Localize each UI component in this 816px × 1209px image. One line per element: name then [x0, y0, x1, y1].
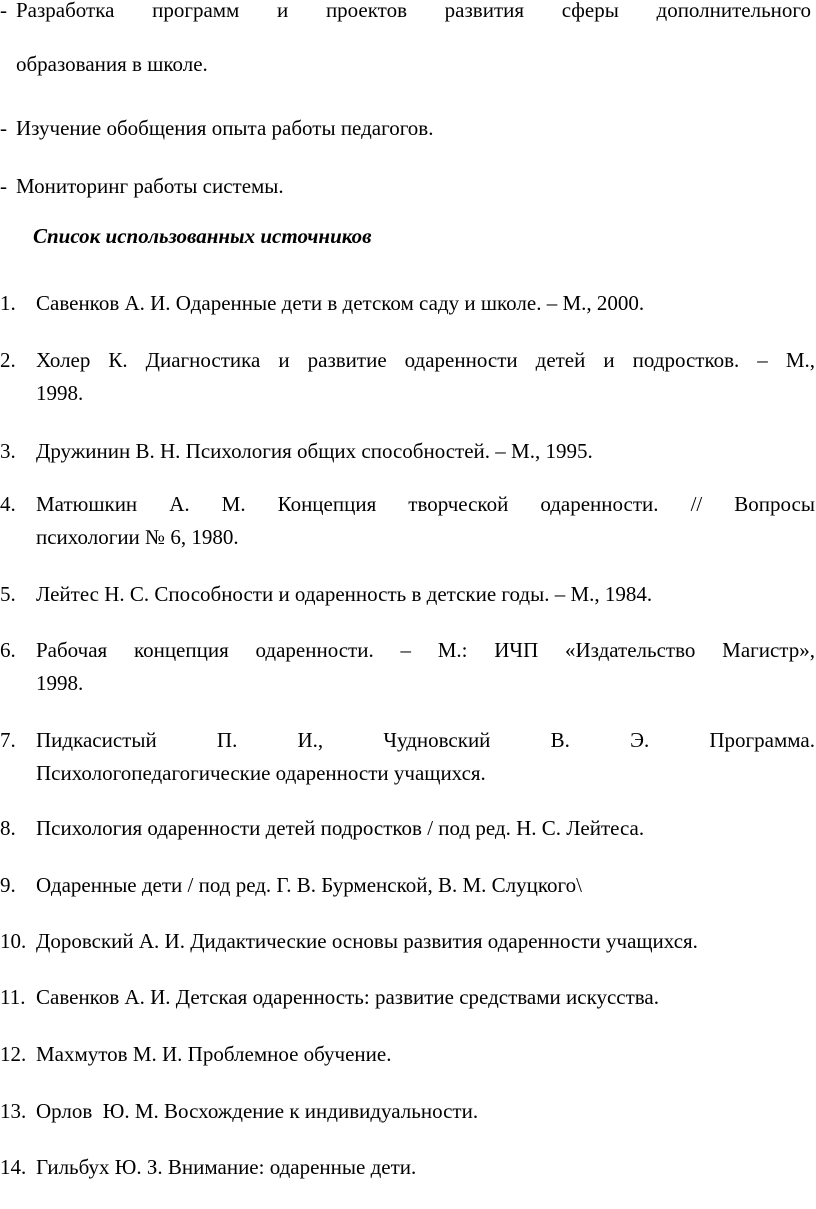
reference-number: 13.: [0, 1099, 27, 1123]
bullet-dash: -: [0, 0, 7, 22]
reference-number: 1.: [0, 291, 16, 315]
reference-line: Матюшкин А. М. Концепция творческой одаренности. // Вопросы: [36, 492, 815, 516]
bullet-line: Мониторинг работы системы.: [16, 174, 284, 198]
reference-number: 2.: [0, 348, 16, 372]
reference-number: 4.: [0, 492, 16, 516]
reference-line: психологии № 6, 1980.: [36, 525, 239, 549]
reference-number: 12.: [0, 1042, 27, 1066]
reference-line: Махмутов М. И. Проблемное обучение.: [36, 1042, 392, 1066]
reference-line: 1998.: [36, 671, 84, 695]
reference-number: 7.: [0, 728, 16, 752]
reference-number: 10.: [0, 929, 27, 953]
reference-number: 11.: [0, 985, 26, 1009]
bullet-line: образования в школе.: [16, 52, 208, 76]
reference-line: Психология одаренности детей подростков / под ред. Н. С. Лейтеса.: [36, 816, 645, 840]
reference-number: 6.: [0, 638, 16, 662]
reference-number: 9.: [0, 873, 16, 897]
reference-line: Холер К. Диагностика и развитие одаренности детей и подростков. – М.,: [36, 348, 815, 372]
reference-line: Савенков А. И. Одаренные дети в детском саду и школе. – М., 2000.: [36, 291, 645, 315]
bullet-dash: -: [0, 116, 7, 140]
reference-line: Орлов Ю. М. Восхождение к индивидуальности.: [36, 1099, 479, 1123]
reference-line: Дружинин В. Н. Психология общих способностей. – М., 1995.: [36, 439, 593, 463]
reference-line: Лейтес Н. С. Способности и одаренность в детские годы. – М., 1984.: [36, 582, 653, 606]
reference-line: Пидкасистый П. И., Чудновский В. Э. Программа.: [36, 728, 815, 752]
reference-line: Савенков А. И. Детская одаренность: развитие средствами искусства.: [36, 985, 659, 1009]
reference-number: 3.: [0, 439, 16, 463]
reference-number: 8.: [0, 816, 16, 840]
section-heading: Список использованных источников: [33, 224, 372, 248]
bullet-dash: -: [0, 174, 7, 198]
bullet-line: Изучение обобщения опыта работы педагогов.: [16, 116, 434, 140]
reference-number: 14.: [0, 1155, 27, 1179]
reference-line: Рабочая концепция одаренности. – М.: ИЧП «Издательство Магистр»,: [36, 638, 815, 662]
reference-line: Одаренные дети / под ред. Г. В. Бурменской, В. М. Слуцкого\: [36, 873, 582, 897]
reference-line: Доровский А. И. Дидактические основы развития одаренности учащихся.: [36, 929, 698, 953]
reference-line: Гильбух Ю. З. Внимание: одаренные дети.: [36, 1155, 417, 1179]
reference-line: 1998.: [36, 381, 84, 405]
bullet-line: Разработка программ и проектов развития сферы дополнительного: [16, 0, 811, 22]
reference-line: Психологопедагогические одаренности учащихся.: [36, 761, 486, 785]
reference-number: 5.: [0, 582, 16, 606]
